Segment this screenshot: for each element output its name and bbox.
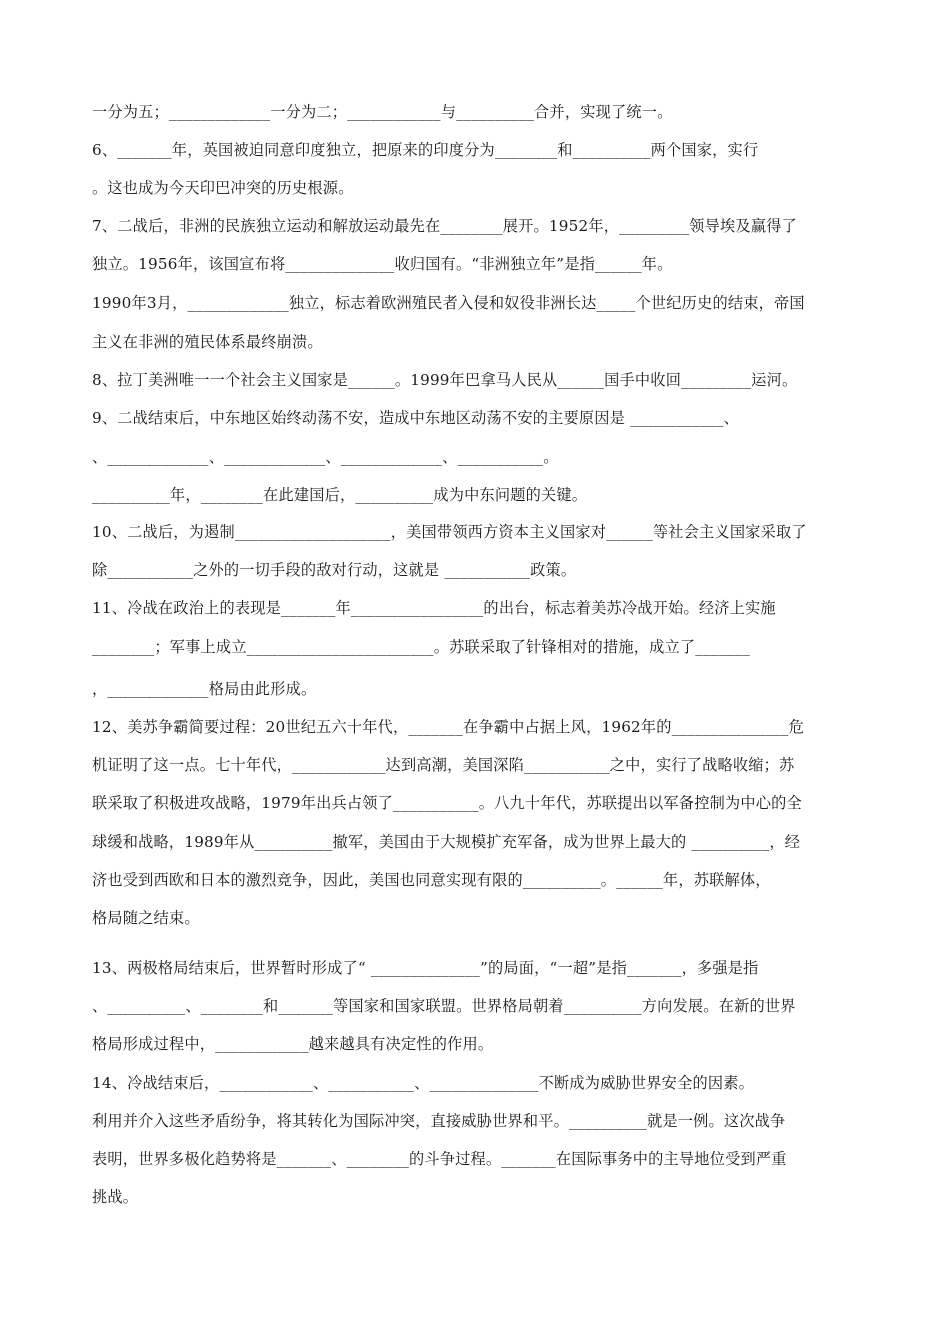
text-line: 利用并介入这些矛盾纷争，将其转化为国际冲突，直接威胁世界和平。__________就是一例。这次战争 xyxy=(92,1112,786,1130)
text-line: __________年，________在此建国后，__________成为中东问题的关键。 xyxy=(92,486,588,504)
text-line: 10、二战后，为遏制____________________，美国带领西方资本主义国家对______等社会主义国家采取了 xyxy=(92,523,807,541)
text-line: 11、冷战在政治上的表现是_______年_________________的出台，标志着美苏冷战开始。经济上实施 xyxy=(92,599,776,617)
text-line: 。这也成为今天印巴冲突的历史根源。 xyxy=(92,179,354,197)
text-line: ，_____________格局由此形成。 xyxy=(92,680,317,698)
text-line: 联采取了积极进攻战略，1979年出兵占领了___________。八九十年代，苏联提出以军备控制为中心的全 xyxy=(92,794,802,812)
text-line: 一分为五；_____________一分为二；____________与__________合并，实现了统一。 xyxy=(92,103,673,121)
text-line: 14、冷战结束后，____________、___________、______________不断成为威胁世界安全的因素。 xyxy=(92,1074,755,1092)
text-line: 9、二战结束后，中东地区始终动荡不安，造成中东地区动荡不安的主要原因是 ____________、 xyxy=(92,409,739,427)
text-line: 挑战。 xyxy=(92,1188,139,1206)
text-line: 12、美苏争霸简要过程：20世纪五六十年代，_______在争霸中占据上风，1962年的_______________危 xyxy=(92,718,804,736)
text-line: 球缓和战略，1989年从__________撤军，美国由于大规模扩充军备，成为世界上最大的 __________，经 xyxy=(92,833,801,851)
text-line: 机证明了这一点。七十年代，____________达到高潮，美国深陷___________之中，实行了战略收缩；苏 xyxy=(92,756,795,774)
text-line: ________；军事上成立________________________。苏联采取了针锋相对的措施，成立了_______ xyxy=(92,638,750,656)
text-line: 、_____________、_____________、_____________、___________。 xyxy=(92,448,559,466)
text-line: 格局形成过程中，____________越来越具有决定性的作用。 xyxy=(92,1035,494,1053)
text-line: 除___________之外的一切手段的敌对行动，这就是 ___________政策。 xyxy=(92,561,577,579)
text-line: 1990年3月，_____________独立，标志着欧洲殖民者入侵和奴役非洲长达_____个世纪历史的结束，帝国 xyxy=(92,294,805,312)
text-line: 13、两极格局结束后，世界暂时形成了“ ______________”的局面，“一超”是指_______，多强是指 xyxy=(92,959,759,977)
text-line: 独立。1956年，该国宣布将______________收归国有。“非洲独立年”是指______年。 xyxy=(92,255,673,273)
text-line: 6、_______年，英国被迫同意印度独立，把原来的印度分为________和__________两个国家，实行 xyxy=(92,141,759,159)
text-line: 格局随之结束。 xyxy=(92,909,200,927)
text-line: 7、二战后，非洲的民族独立运动和解放运动最先在________展开。1952年，_________领导埃及赢得了 xyxy=(92,217,797,235)
text-line: 济也受到西欧和日本的激烈竞争，因此，美国也同意实现有限的__________。______年，苏联解体， xyxy=(92,871,771,889)
text-line: 表明，世界多极化趋势将是_______、________的斗争过程。_______在国际事务中的主导地位受到严重 xyxy=(92,1150,787,1168)
text-line: 主义在非洲的殖民体系最终崩溃。 xyxy=(92,333,323,351)
text-line: 8、拉丁美洲唯一一个社会主义国家是______。1999年巴拿马人民从______国手中收回_________运河。 xyxy=(92,371,798,389)
text-line: 、__________、________和_______等国家和国家联盟。世界格局朝着__________方向发展。在新的世界 xyxy=(92,997,796,1015)
